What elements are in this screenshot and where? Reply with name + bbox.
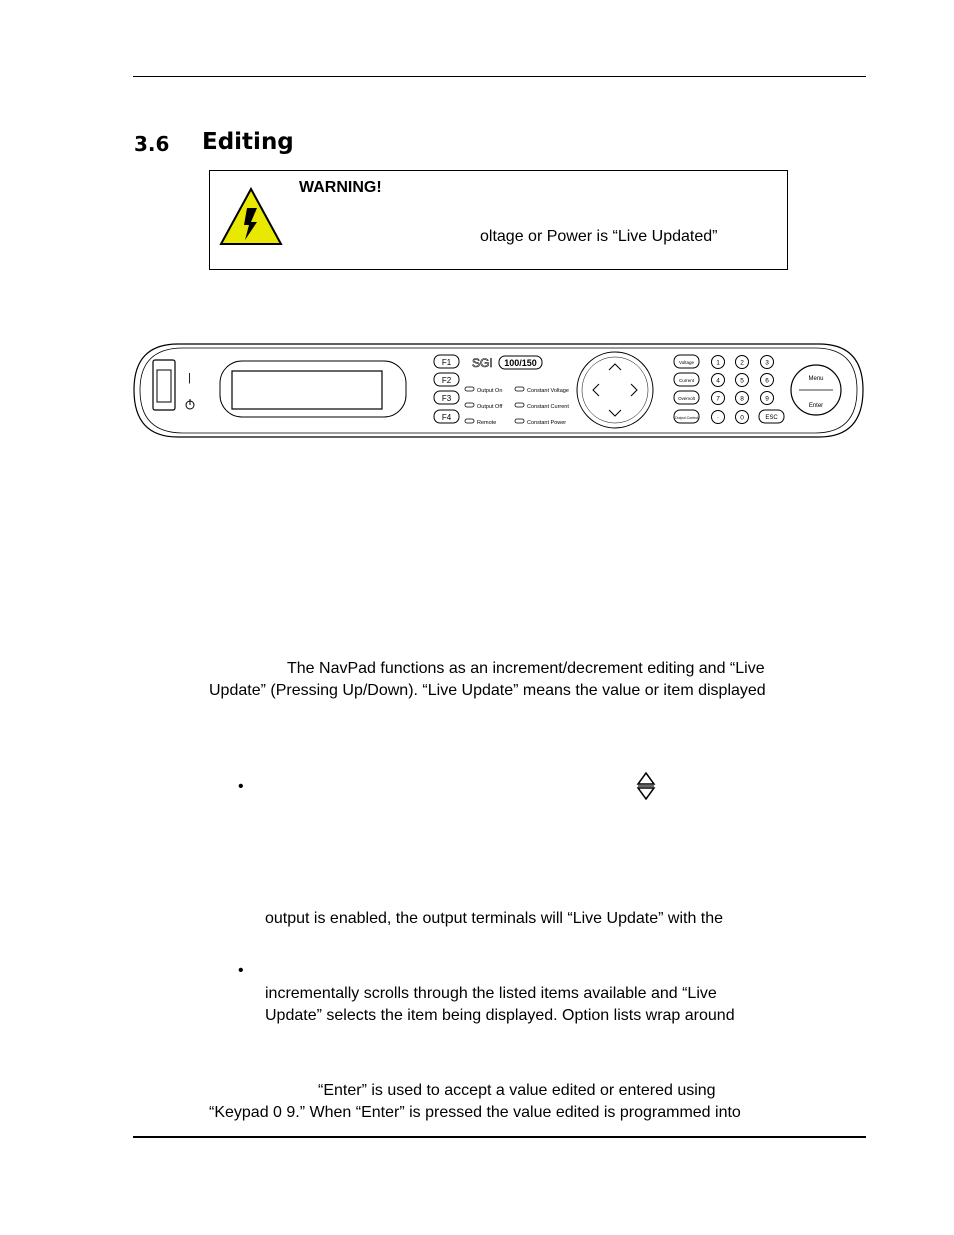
function-key-f3[interactable] (434, 391, 459, 404)
svg-text:Constant Power: Constant Power (527, 420, 567, 426)
section-number: 3.6 (134, 132, 170, 156)
warning-box (209, 170, 788, 270)
svg-text:Output Control: Output Control (674, 416, 699, 420)
function-key-f2[interactable] (434, 373, 459, 386)
enter-paragraph-line-2: “Keypad 0 9.” When “Enter” is pressed the value edited is programmed into (209, 1104, 741, 1121)
bullet-2-text-line-1: incrementally scrolls through the listed items available and “Live (265, 985, 717, 1002)
svg-text:F3: F3 (441, 394, 452, 403)
svg-text:F2: F2 (441, 376, 452, 385)
front-panel-diagram (133, 343, 865, 439)
keypad-key-9[interactable] (761, 392, 774, 405)
keypad-key-7[interactable] (712, 392, 725, 405)
navpad[interactable] (577, 352, 653, 428)
keypad-key-8[interactable] (736, 392, 749, 405)
section-title: Editing (202, 129, 294, 155)
keypad-key-0[interactable] (736, 411, 749, 424)
current-key[interactable] (674, 373, 699, 386)
navpad-paragraph-line-1: The NavPad functions as an increment/decrement editing and “Live (287, 660, 765, 677)
lcd-display (232, 371, 382, 409)
footer-rule (133, 1136, 866, 1138)
svg-text:7: 7 (716, 395, 720, 403)
svg-text:0: 0 (740, 414, 744, 422)
header-rule (133, 76, 866, 77)
svg-text:Remote: Remote (477, 420, 497, 426)
svg-text:1: 1 (716, 359, 720, 367)
svg-text:6: 6 (765, 377, 769, 385)
keypad-key-6[interactable] (761, 374, 774, 387)
svg-text:F4: F4 (441, 413, 452, 422)
svg-text:Constant Current: Constant Current (527, 404, 569, 410)
up-down-arrows-icon (636, 771, 656, 801)
enter-label: Enter (808, 403, 824, 409)
keypad-key-1[interactable] (712, 356, 725, 369)
svg-text:Current: Current (678, 378, 695, 383)
svg-text:Constant Voltage: Constant Voltage (527, 388, 569, 394)
enter-paragraph-line-1: “Enter” is used to accept a value edited or entered using (318, 1082, 716, 1099)
bullet-1: • (238, 778, 244, 795)
bullet-1-text-line: output is enabled, the output terminals will “Live Update” with the (265, 910, 724, 927)
function-key-f4[interactable] (434, 410, 459, 423)
svg-text:Overvolt: Overvolt (678, 396, 695, 401)
function-key-f1[interactable] (434, 355, 459, 368)
model-label-prefix: SGI (472, 356, 493, 370)
warning-title: WARNING! (299, 179, 382, 196)
bullet-2-text-line-2: Update” selects the item being displayed. Option lists wrap around (265, 1007, 735, 1024)
svg-text:9: 9 (765, 395, 769, 403)
svg-text:3: 3 (765, 359, 769, 367)
keypad-key-4[interactable] (712, 374, 725, 387)
svg-text:·: · (716, 414, 720, 422)
menu-enter-knob[interactable] (791, 365, 841, 415)
high-voltage-warning-icon (219, 186, 283, 248)
navpad-paragraph-line-2: Update” (Pressing Up/Down). “Live Update” means the value or item displayed (209, 682, 766, 699)
svg-text:F1: F1 (441, 358, 452, 367)
svg-text:4: 4 (716, 377, 720, 385)
keypad-key-decimal[interactable] (712, 411, 725, 424)
power-on-symbol: | (188, 372, 191, 384)
keypad-key-3[interactable] (761, 356, 774, 369)
keypad-key-5[interactable] (736, 374, 749, 387)
svg-text:ESC: ESC (765, 415, 778, 421)
svg-text:5: 5 (740, 377, 744, 385)
output-control-key[interactable] (674, 410, 699, 423)
svg-text:Output On: Output On (477, 388, 503, 394)
voltage-key[interactable] (674, 355, 699, 368)
menu-label: Menu (808, 376, 824, 382)
svg-text:8: 8 (740, 395, 744, 403)
keypad-key-esc[interactable] (759, 410, 784, 423)
model-label-suffix: 100/150 (504, 358, 537, 368)
warning-text: oltage or Power is “Live Updated” (480, 228, 718, 245)
overvolt-key[interactable] (674, 391, 699, 404)
bullet-2: • (238, 962, 244, 979)
svg-text:Voltage: Voltage (678, 360, 695, 365)
svg-text:2: 2 (740, 359, 744, 367)
keypad-key-2[interactable] (736, 356, 749, 369)
svg-text:Output Off: Output Off (477, 404, 503, 410)
